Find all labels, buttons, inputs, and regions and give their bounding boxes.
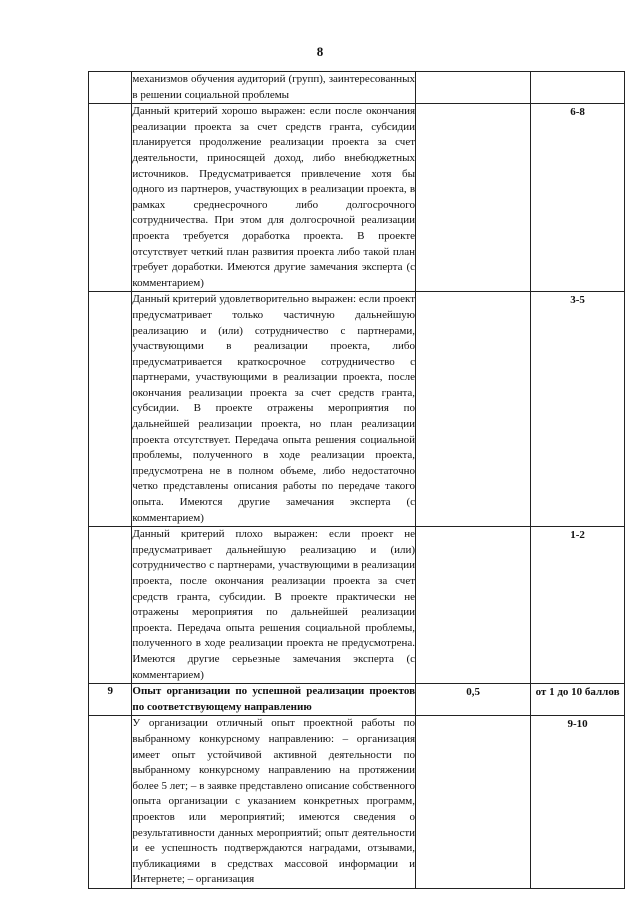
table-row (89, 72, 625, 104)
row-number-cell (89, 72, 132, 104)
score-range: 3-5 (570, 294, 585, 307)
weight-cell (416, 527, 531, 684)
row-number: 9 (107, 685, 113, 698)
score-cell (531, 72, 625, 104)
score-range: 9-10 (567, 718, 588, 731)
criteria-table (88, 71, 625, 889)
criterion-text: Данный критерий хорошо выражен: если после окончания реализации проекта за счет средств гранта, субсидии планируется продолжение реализации проекта за счет деятельности, приносящей доход, либо внебюджетных источников. Предусматривается привлечение хотя бы одного из партнеров, участвующих в реализации проекта, в рамках среднесрочного либо долгосрочного сотрудничества. При этом для долгосрочной реализации проекта требуется доработка проекта. В проекте отсутствует четкий план развития проекта либо такой план требует доработки. Имеются другие замечания эксперта (с комментарием) (132, 105, 416, 289)
weight-cell (416, 716, 531, 889)
weight-value: 0,5 (466, 686, 480, 699)
page-number: 8 (316, 44, 324, 59)
criterion-text: У организации отличный опыт проектной работы по выбранному конкурсному направлению: – организация имеет опыт устойчивой активной деятельности по выбранному конкурсному направлению на протяжении более 5 лет; – в заявке представлено описание собственного опыта организации с указанием конкретных программ, проектов или мероприятий; имеются сведения о результативности данных мероприятий; опыт деятельности и ее успешность подтверждаются наградами, отзывами, публикациями в средствах массовой информации и Интернете; – организация (132, 717, 416, 886)
criterion-text-cell (132, 716, 416, 889)
row-number-cell (89, 684, 132, 716)
score-cell (531, 527, 625, 684)
criterion-title: Опыт организации по успешной реализации проектов по соответствующему направлению (132, 685, 416, 713)
row-number-cell (89, 527, 132, 684)
criterion-text-cell (132, 527, 416, 684)
criterion-text-cell (132, 104, 416, 292)
score-cell (531, 104, 625, 292)
score-range: от 1 до 10 баллов (535, 686, 620, 699)
score-range: 6-8 (570, 106, 585, 119)
weight-cell (416, 72, 531, 104)
criterion-text-cell (132, 72, 416, 104)
score-cell (531, 684, 625, 716)
table-row (89, 527, 625, 684)
criterion-text-cell (132, 292, 416, 527)
table-row (89, 104, 625, 292)
weight-cell (416, 104, 531, 292)
criterion-text: механизмов обучения аудиторий (групп), заинтересованных в решении социальной проблемы (132, 73, 416, 101)
table-row (89, 716, 625, 889)
row-number-cell (89, 292, 132, 527)
score-cell (531, 292, 625, 527)
criterion-text-cell (132, 684, 416, 716)
table-row (89, 292, 625, 527)
row-number-cell (89, 716, 132, 889)
row-number-cell (89, 104, 132, 292)
criterion-text: Данный критерий плохо выражен: если проект не предусматривает дальнейшую реализацию и (или) сотрудничество с партнерами, участвующими в реализации проекта, после окончания реализации проекта за счет средств гранта, субсидии. В проекте практически не отражены мероприятия по дальнейшей реализации проекта. Передача опыта решения социальной проблемы, полученного в ходе реализации проекта не предусмотрена. Имеются другие серьезные замечания эксперта (с комментарием) (132, 528, 416, 681)
weight-cell (416, 292, 531, 527)
weight-cell (416, 684, 531, 716)
criterion-text: Данный критерий удовлетворительно выражен: если проект предусматривает только частичную дальнейшую реализацию и (или) сотрудничество с партнерами, участвующими в реализации проекта, либо предусматривается краткосрочное сотрудничество с партнерами, участвующими в реализации проекта, после окончания реализации проекта за счет средств гранта, субсидии. В проекте отражены мероприятия по дальнейшей реализации проекта, но план реализации проекта отсутствует. Передача опыта решения социальной проблемы, полученного в ходе реализации проекта, предусмотрена не в полном объеме, либо недостаточно четко представлены описания работы по передаче такого опыта. Имеются другие замечания эксперта (с комментарием) (132, 293, 416, 524)
table-row (89, 684, 625, 716)
score-range: 1-2 (570, 529, 585, 542)
score-cell (531, 716, 625, 889)
